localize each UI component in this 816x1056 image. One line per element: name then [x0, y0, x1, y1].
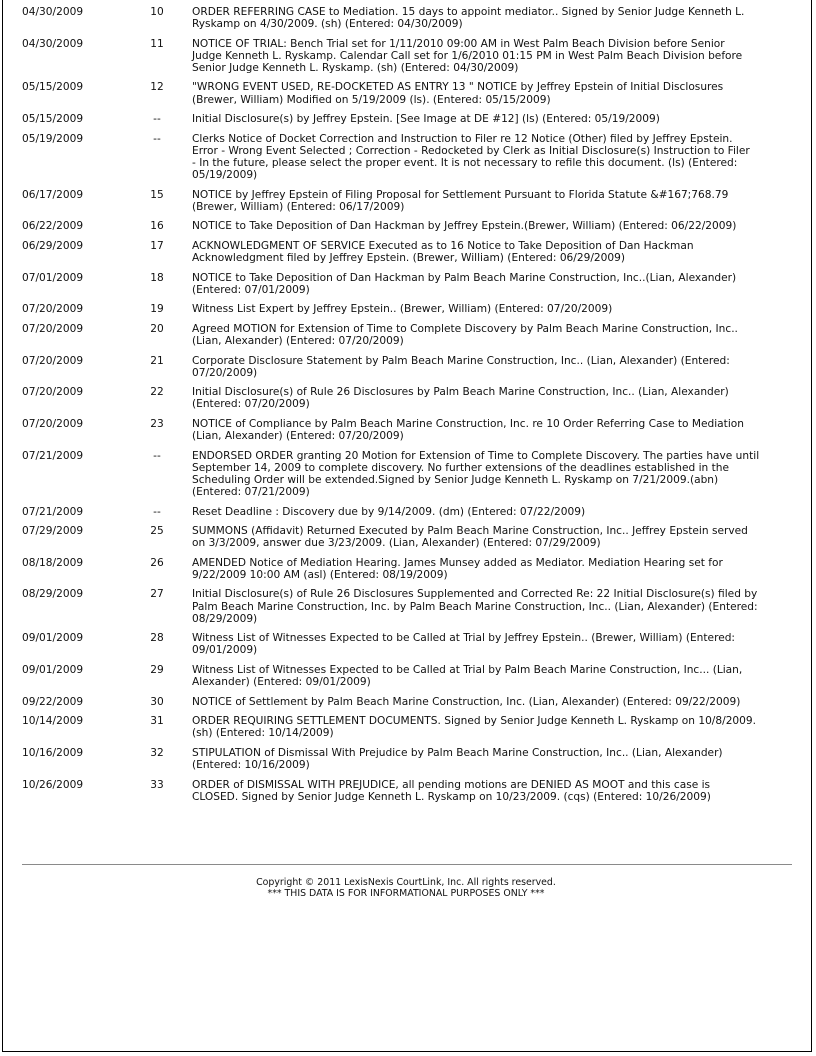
docket-row [0, 664, 812, 688]
docket-row [0, 240, 812, 264]
entry-description: ORDER REFERRING CASE to Mediation. 15 days to appoint mediator.. Signed by Senior Judge Kenneth L. Ryskamp on 4/30/2009. (sh) (Entered: 04/30/2009) [192, 6, 745, 31]
entry-number: -- [153, 449, 161, 462]
entry-number: 23 [150, 417, 164, 430]
docket-row [0, 450, 812, 498]
entry-number: 15 [150, 188, 164, 201]
entry-date: 07/21/2009 [22, 505, 84, 518]
entry-date: 05/15/2009 [22, 113, 84, 126]
entry-date: 05/19/2009 [22, 132, 84, 145]
entry-description: "WRONG EVENT USED, RE-DOCKETED AS ENTRY 13 " NOTICE by Jeffrey Epstein of Initial Disclosures (Brewer, William) Modified on 5/19/2009 (ls). (Entered: 05/15/2009) [192, 81, 724, 106]
entry-description: SUMMONS (Affidavit) Returned Executed by Palm Beach Marine Construction, Inc.. Jeffrey Epstein served on 3/3/2009, answer due 3/23/2009. (Lian, Alexander) (Entered: 07/29/2009) [192, 525, 748, 550]
entry-description: NOTICE to Take Deposition of Dan Hackman by Jeffrey Epstein.(Brewer, William) (Entered: 06/22/2009) [192, 220, 737, 233]
entry-number: 22 [150, 386, 164, 399]
entry-date: 07/20/2009 [22, 354, 84, 367]
docket-row [0, 557, 812, 581]
entry-description: NOTICE OF TRIAL: Bench Trial set for 1/11/2010 09:00 AM in West Palm Beach Division before Senior Judge Kenneth L. Ryskamp. Calendar Call set for 1/6/2010 01:15 PM in West Palm Beach Division before Senior Judge Kenneth L. Ryskamp. (sh) (Entered: 04/30/2009) [192, 37, 743, 74]
entry-description: AMENDED Notice of Mediation Hearing. James Munsey added as Mediator. Mediation Hearing set for 9/22/2009 10:00 AM (asl) (Entered: 08/19/2009) [192, 556, 723, 581]
entry-number: 27 [150, 588, 164, 601]
entry-description: ORDER of DISMISSAL WITH PREJUDICE, all pending motions are DENIED AS MOOT and this case is CLOSED. Signed by Senior Judge Kenneth L. Ryskamp on 10/23/2009. (cqs) (Entered: 10/26/2009) [192, 778, 711, 803]
entry-description: Initial Disclosure(s) of Rule 26 Disclosures Supplemented and Corrected Re: 22 Initial Disclosure(s) filed by Palm Beach Marine Construction, Inc. by Palm Beach Marine Construction, Inc.. (Lian, Alexander) (Entered: 08/29/2009) [192, 588, 758, 625]
entry-date: 07/20/2009 [22, 303, 84, 316]
entry-date: 08/18/2009 [22, 556, 84, 569]
entry-number: 31 [150, 715, 164, 728]
docket-row [0, 747, 812, 771]
docket-row [0, 133, 812, 181]
entry-number: 28 [150, 632, 164, 645]
entry-description: Initial Disclosure(s) of Rule 26 Disclosures by Palm Beach Marine Construction, Inc.. (Lian, Alexander) (Entered: 07/20/2009) [192, 386, 729, 411]
entry-number: 19 [150, 303, 164, 316]
entry-date: 04/30/2009 [22, 37, 84, 50]
entry-date: 09/22/2009 [22, 695, 84, 708]
docket-row [0, 696, 812, 708]
entry-description: ENDORSED ORDER granting 20 Motion for Extension of Time to Complete Discovery. The parties have until September 14, 2009 to complete discovery. No further extensions of the deadlines established in the Scheduling Order will be extended.Signed by Senior Judge Kenneth L. Ryskamp on 7/21/2009.(abn) (Entered: 07/21/2009) [192, 449, 760, 498]
entry-description: Initial Disclosure(s) by Jeffrey Epstein. [See Image at DE #12] (ls) (Entered: 05/19/2009) [192, 113, 660, 126]
entry-date: 07/01/2009 [22, 271, 84, 284]
entry-number: -- [153, 132, 161, 145]
entry-date: 07/29/2009 [22, 525, 84, 538]
docket-row [0, 715, 812, 739]
entry-number: 16 [150, 220, 164, 233]
entry-description: NOTICE by Jeffrey Epstein of Filing Proposal for Settlement Pursuant to Florida Statute &#167;768.79 (Brewer, William) (Entered: 06/17/2009) [192, 188, 729, 213]
entry-number: 25 [150, 525, 164, 538]
entry-description: Witness List of Witnesses Expected to be Called at Trial by Palm Beach Marine Construction, Inc... (Lian, Alexander) (Entered: 09/01/2009) [192, 663, 743, 689]
copyright-notice: Copyright © 2011 LexisNexis CourtLink, Inc. All rights reserved. [256, 877, 556, 888]
entry-description: ACKNOWLEDGMENT OF SERVICE Executed as to 16 Notice to Take Deposition of Dan Hackman Acknowledgment filed by Jeffrey Epstein. (Brewer, William) (Entered: 06/29/2009) [192, 239, 694, 264]
entry-date: 07/20/2009 [22, 386, 84, 399]
entry-date: 08/29/2009 [22, 588, 84, 601]
entry-description: Reset Deadline : Discovery due by 9/14/2009. (dm) (Entered: 07/22/2009) [192, 505, 586, 518]
entry-date: 07/20/2009 [22, 417, 84, 430]
entry-number: 12 [150, 81, 164, 94]
entry-date: 09/01/2009 [22, 632, 84, 645]
docket-row [0, 418, 812, 442]
entry-date: 10/26/2009 [22, 778, 84, 791]
entry-description: Witness List Expert by Jeffrey Epstein.. (Brewer, William) (Entered: 07/20/2009) [192, 303, 613, 316]
entry-date: 10/16/2009 [22, 746, 84, 759]
docket-row [0, 632, 812, 656]
entry-number: 21 [150, 354, 164, 367]
entry-number: 29 [150, 663, 164, 676]
docket-row [0, 779, 812, 803]
docket-row [0, 38, 812, 74]
docket-row [0, 272, 812, 296]
docket-row [0, 6, 812, 30]
docket-row [0, 220, 812, 232]
entry-date: 09/01/2009 [22, 663, 84, 676]
docket-row [0, 323, 812, 347]
footer [0, 878, 812, 899]
docket-row [0, 113, 812, 125]
entry-number: 20 [150, 322, 164, 335]
docket-row [0, 81, 812, 105]
entry-description: Corporate Disclosure Statement by Palm Beach Marine Construction, Inc.. (Lian, Alexander) (Entered: 07/20/2009) [192, 354, 730, 379]
entry-number: 10 [150, 6, 164, 18]
entry-number: 30 [150, 695, 164, 708]
entry-date: 04/30/2009 [22, 6, 84, 18]
entry-date: 06/22/2009 [22, 220, 84, 233]
docket-row [0, 386, 812, 410]
entry-date: 05/15/2009 [22, 81, 84, 94]
docket-row [0, 355, 812, 379]
entry-description: ORDER REQUIRING SETTLEMENT DOCUMENTS. Signed by Senior Judge Kenneth L. Ryskamp on 10/8/2009. (sh) (Entered: 10/14/2009) [192, 715, 757, 740]
entry-number: 11 [150, 37, 164, 50]
entry-description: Witness List of Witnesses Expected to be Called at Trial by Jeffrey Epstein.. (Brewer, William) (Entered: 09/01/2009) [192, 632, 736, 657]
entry-description: Agreed MOTION for Extension of Time to Complete Discovery by Palm Beach Marine Construction, Inc.. (Lian, Alexander) (Entered: 07/20/2009) [192, 322, 738, 347]
docket-row [0, 525, 812, 549]
entry-number: 17 [150, 239, 164, 252]
entry-number: 18 [150, 271, 164, 284]
entry-date: 06/29/2009 [22, 239, 84, 252]
footer-divider [22, 864, 792, 865]
docket-row [0, 189, 812, 213]
entry-description: NOTICE of Compliance by Palm Beach Marine Construction, Inc. re 10 Order Referring Case to Mediation (Lian, Alexander) (Entered: 07/20/2009) [192, 417, 744, 443]
entry-number: -- [153, 505, 161, 518]
entry-number: 33 [150, 778, 164, 791]
entry-date: 07/20/2009 [22, 322, 84, 335]
docket-row [0, 303, 812, 315]
docket-table [0, 6, 812, 810]
entry-description: NOTICE of Settlement by Palm Beach Marine Construction, Inc. (Lian, Alexander) (Entered: 09/22/2009) [192, 695, 741, 708]
entry-date: 07/21/2009 [22, 449, 84, 462]
entry-description: NOTICE to Take Deposition of Dan Hackman by Palm Beach Marine Construction, Inc..(Lian, Alexander) (Entered: 07/01/2009) [192, 271, 737, 296]
disclaimer-notice: *** THIS DATA IS FOR INFORMATIONAL PURPOSES ONLY *** [267, 887, 545, 899]
entry-number: -- [153, 113, 161, 126]
entry-date: 06/17/2009 [22, 188, 84, 201]
entry-description: Clerks Notice of Docket Correction and Instruction to Filer re 12 Notice (Other) filed by Jeffrey Epstein. Error - Wrong Event Selected ; Correction - Redocketed by Clerk as Initial Disclosure(s) Instruction to Filer - In the future, please select the proper event. It is not necessary to refile this document. (ls) (Entered: 05/19/2009) [192, 132, 750, 182]
entry-number: 32 [150, 746, 164, 759]
entry-date: 10/14/2009 [22, 715, 84, 728]
docket-row [0, 588, 812, 624]
entry-number: 26 [150, 556, 164, 569]
entry-description: STIPULATION of Dismissal With Prejudice by Palm Beach Marine Construction, Inc.. (Lian, Alexander) (Entered: 10/16/2009) [192, 746, 723, 771]
docket-row [0, 506, 812, 518]
